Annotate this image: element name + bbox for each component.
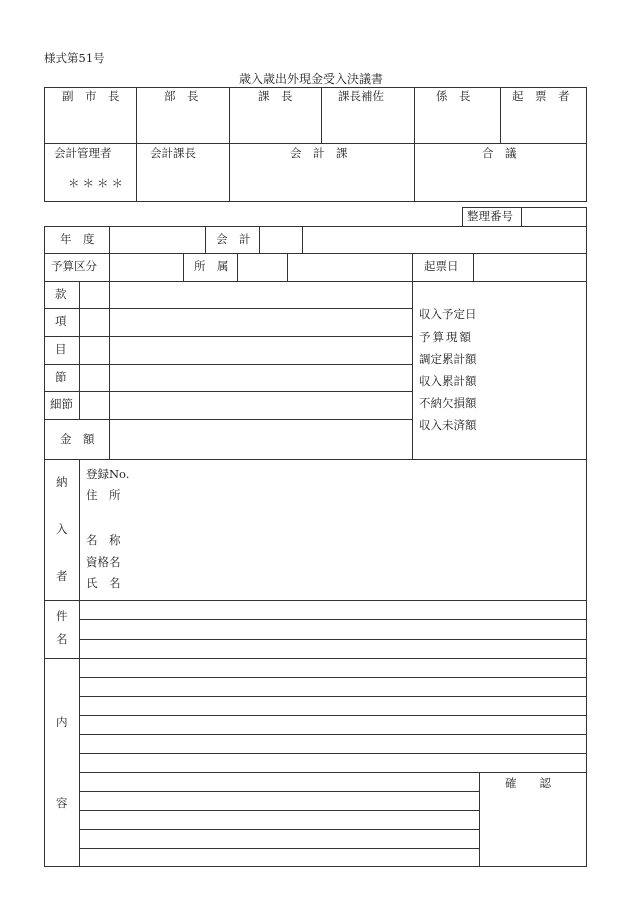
- header-accounting-chief: 会計課長: [150, 146, 196, 160]
- amount-label-budget: 予算現額: [419, 330, 473, 344]
- header-accounting-manager: 会計管理者: [54, 146, 112, 160]
- header-subsection-chief: 係 長: [436, 89, 471, 103]
- stamp-asterisks: ＊＊＊＊: [68, 176, 126, 190]
- kenmei-label-2: 名: [56, 632, 68, 646]
- amount-label-received: 収入累計額: [419, 374, 477, 388]
- kihyobi-label: 起票日: [424, 259, 459, 273]
- seiri-bango-label: 整理番号: [467, 209, 513, 223]
- saisetsu-label: 細節: [50, 397, 73, 411]
- amount-label-uncollectible: 不納欠損額: [419, 396, 477, 410]
- kou-label: 項: [55, 314, 67, 328]
- header-consultation: 合 議: [482, 146, 517, 160]
- page-title: 歳入歳出外現金受入決議書: [239, 72, 384, 86]
- header-deputy-mayor: 副 市 長: [62, 89, 120, 103]
- naiyo-label-2: 容: [56, 796, 68, 810]
- payer-side-1: 納: [56, 475, 68, 489]
- payer-registration-no: 登録No.: [86, 467, 130, 481]
- shozoku-label: 所 属: [194, 259, 229, 273]
- amount-label-scheduled-date: 収入予定日: [419, 307, 477, 321]
- header-accounting-section: 会 計 課: [290, 146, 348, 160]
- form-number: 様式第51号: [44, 51, 105, 65]
- kenmei-label-1: 件: [56, 609, 68, 623]
- kan-label: 款: [55, 287, 67, 301]
- setsu-label: 節: [55, 370, 67, 384]
- header-assistant-chief: 課長補佐: [338, 89, 384, 103]
- moku-label: 目: [55, 342, 67, 356]
- payer-full-name: 氏 名: [86, 576, 121, 590]
- amount-label-assessed: 調定累計額: [419, 352, 477, 366]
- kakunin-label: 確 認: [505, 776, 551, 790]
- header-director: 部 長: [164, 89, 199, 103]
- yosan-kubun-label: 予算区分: [51, 259, 97, 273]
- payer-side-3: 者: [56, 569, 68, 583]
- payer-name: 名 称: [86, 533, 121, 547]
- naiyo-label-1: 内: [56, 715, 68, 729]
- payer-address: 住 所: [86, 488, 121, 502]
- payer-side-2: 入: [56, 522, 68, 536]
- header-section-chief: 課 長: [258, 89, 293, 103]
- kingaku-label: 金 額: [60, 432, 95, 446]
- kaikei-label: 会 計: [216, 232, 251, 246]
- amount-label-outstanding: 収入未済額: [419, 418, 477, 432]
- payer-qualification: 資格名: [86, 555, 121, 569]
- header-drafter: 起 票 者: [512, 89, 570, 103]
- nendo-label: 年 度: [60, 232, 95, 246]
